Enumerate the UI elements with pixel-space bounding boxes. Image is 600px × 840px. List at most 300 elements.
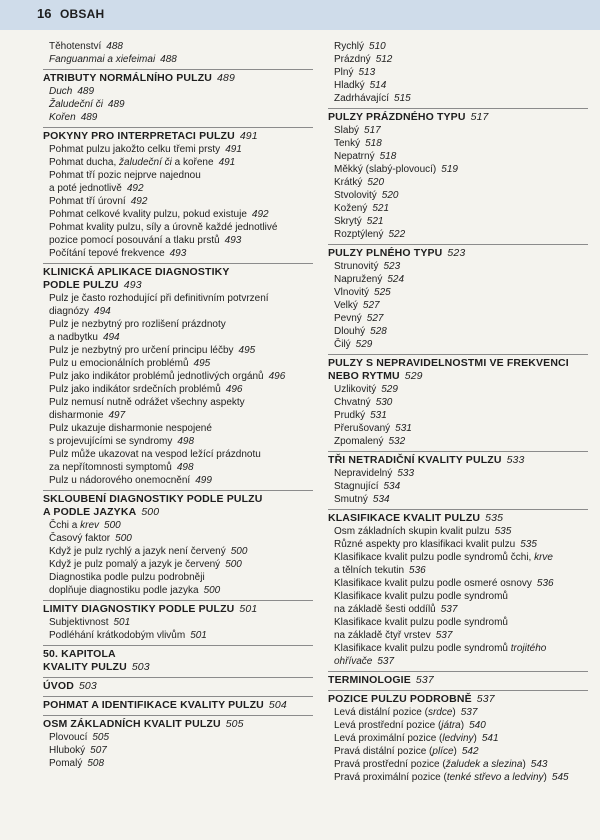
entry-text: Napružený xyxy=(334,274,383,285)
entry-text: ) xyxy=(460,720,465,731)
entry-text: Pohmat tří pozic nejprve najednou xyxy=(49,170,201,181)
page-ref: 501 xyxy=(113,617,131,628)
entry-text: Klasifikace kvalit pulzu podle syndromů čchi, xyxy=(334,552,535,563)
entry-text-italic: žaludek a slezina xyxy=(445,759,523,770)
entry-text: Smutný xyxy=(334,494,368,505)
entry-text: Rozptýlený xyxy=(334,229,384,240)
page-ref: 498 xyxy=(176,462,194,473)
toc-section xyxy=(43,40,313,66)
toc-entry[interactable] xyxy=(334,92,588,105)
page-ref: 501 xyxy=(239,603,258,615)
page-ref: 523 xyxy=(447,247,466,259)
toc-entry[interactable] xyxy=(334,137,588,150)
page-ref: 493 xyxy=(123,279,142,291)
entry-text-italic: žaludeční či xyxy=(119,157,172,168)
section-heading-text: KLINICKÁ APLIKACE DIAGNOSTIKY xyxy=(43,266,230,278)
section-heading-line2[interactable] xyxy=(43,661,313,674)
toc-entry[interactable] xyxy=(49,53,313,66)
page-ref: 495 xyxy=(193,358,211,369)
toc-entry[interactable] xyxy=(334,325,588,338)
toc-entry[interactable] xyxy=(334,467,588,480)
entry-text: Levá prostřední pozice ( xyxy=(334,720,442,731)
entry-text: disharmonie xyxy=(49,410,104,421)
page-ref: 537 xyxy=(415,674,434,686)
toc-entry[interactable] xyxy=(334,396,588,409)
toc-section xyxy=(328,40,588,105)
toc-entry[interactable] xyxy=(49,221,313,234)
section-heading-text: KLASIFIKACE KVALIT PULZU xyxy=(328,512,481,524)
toc-entry[interactable] xyxy=(334,538,588,551)
entry-text: pozice pomocí posouvání a tlaku prstů xyxy=(49,235,220,246)
section-heading[interactable] xyxy=(43,680,313,693)
entry-text: Pohmat kvality pulzu, síly a úrovně každé jednotlivé xyxy=(49,222,278,233)
page-ref: 489 xyxy=(80,112,98,123)
toc-entry[interactable] xyxy=(334,435,588,448)
entry-text-italic: tenké střevo a ledviny xyxy=(446,772,544,783)
entry-text: Levá distální pozice ( xyxy=(334,707,428,718)
page-ref: 508 xyxy=(87,758,105,769)
entry-text: Pulz může ukazovat na vespod ležící prázdnotu xyxy=(49,449,261,460)
toc-section xyxy=(43,715,313,770)
page-ref: 493 xyxy=(169,248,187,259)
entry-text: Strunovitý xyxy=(334,261,379,272)
entry-text: Pulz je nezbytný pro rozlišení prázdnoty xyxy=(49,319,226,330)
toc-entry[interactable] xyxy=(334,706,588,719)
page-ref: 535 xyxy=(520,539,537,550)
section-heading[interactable] xyxy=(328,454,588,467)
toc-entry[interactable] xyxy=(334,228,588,241)
toc-section xyxy=(328,354,588,448)
entry-text: Prázdný xyxy=(334,54,371,65)
toc-entry[interactable] xyxy=(334,745,588,758)
page-ref: 521 xyxy=(372,203,390,214)
toc-entry[interactable] xyxy=(334,202,588,215)
page-ref: 493 xyxy=(224,235,242,246)
page-ref: 542 xyxy=(461,746,479,757)
entry-text: Dlouhý xyxy=(334,326,366,337)
toc-entry[interactable] xyxy=(334,422,588,435)
page-ref: 536 xyxy=(536,578,554,589)
section-heading-text: LIMITY DIAGNOSTIKY PODLE PULZU xyxy=(43,603,235,615)
toc-entry[interactable] xyxy=(49,474,313,487)
toc-entry[interactable] xyxy=(334,40,588,53)
page-ref: 504 xyxy=(268,699,287,711)
page-ref: 500 xyxy=(225,559,242,570)
page-ref: 534 xyxy=(372,494,390,505)
entry-text: Klasifikace kvalit pulzu podle osmeré osnovy xyxy=(334,578,532,589)
toc-entry[interactable] xyxy=(49,331,313,344)
page-ref: 499 xyxy=(195,475,212,486)
section-heading[interactable] xyxy=(43,718,313,731)
toc-entry[interactable] xyxy=(334,124,588,137)
entry-text: Velký xyxy=(334,300,358,311)
entry-text: Pravá proximální pozice ( xyxy=(334,772,447,783)
entry-text: Levá proximální pozice ( xyxy=(334,733,443,744)
toc-entry[interactable] xyxy=(334,312,588,325)
toc-entry[interactable] xyxy=(49,318,313,331)
toc-entry[interactable] xyxy=(334,66,588,79)
toc-entry[interactable] xyxy=(334,79,588,92)
entry-text: Pulz je nezbytný pro určení principu léčby xyxy=(49,345,234,356)
toc-entry[interactable] xyxy=(49,195,313,208)
toc-entry[interactable] xyxy=(49,357,313,370)
section-heading-line2[interactable] xyxy=(43,279,313,292)
toc-entry[interactable] xyxy=(334,758,588,771)
page-ref: 530 xyxy=(375,397,393,408)
toc-entry[interactable] xyxy=(49,519,313,532)
page-ref: 518 xyxy=(365,138,382,149)
entry-text: Zpomalený xyxy=(334,436,384,447)
page-ref: 489 xyxy=(107,99,125,110)
page-ref: 500 xyxy=(141,506,160,518)
entry-text-italic: krev xyxy=(80,520,100,531)
page-ref: 537 xyxy=(435,630,453,641)
entry-text: Fanguanmai a xiefeimai xyxy=(49,54,156,65)
entry-text: Měkký (slabý-plovoucí) xyxy=(334,164,437,175)
toc-entry[interactable] xyxy=(49,616,313,629)
section-heading[interactable] xyxy=(43,493,313,506)
toc-entry[interactable] xyxy=(49,247,313,260)
entry-text: Kožený xyxy=(334,203,368,214)
page-ref: 491 xyxy=(225,144,242,155)
entry-text: Duch xyxy=(49,86,73,97)
entry-text: a tělních tekutin xyxy=(334,565,405,576)
section-heading[interactable] xyxy=(43,648,313,661)
entry-text: Stagnující xyxy=(334,481,379,492)
page-ref: 529 xyxy=(381,384,398,395)
toc-entry[interactable] xyxy=(49,370,313,383)
page-ref: 494 xyxy=(94,306,111,317)
toc-entry[interactable] xyxy=(49,169,313,182)
toc-entry[interactable] xyxy=(49,292,313,305)
entry-text: ) xyxy=(473,733,477,744)
section-heading[interactable] xyxy=(328,111,588,124)
page-ref: 537 xyxy=(476,693,495,705)
toc-entry[interactable] xyxy=(49,731,313,744)
toc-section xyxy=(328,108,588,241)
toc-entry[interactable] xyxy=(49,571,313,584)
entry-text-italic: játra xyxy=(441,720,461,731)
toc-entry[interactable] xyxy=(334,551,588,564)
toc-entry[interactable] xyxy=(334,603,588,616)
entry-text: Nepravidelný xyxy=(334,468,393,479)
page-ref: 494 xyxy=(102,332,120,343)
section-heading[interactable] xyxy=(328,674,588,687)
page-ref: 517 xyxy=(364,125,381,136)
section-heading-line2[interactable] xyxy=(43,506,313,519)
toc-entry[interactable] xyxy=(49,744,313,757)
toc-entry[interactable] xyxy=(49,558,313,571)
entry-text: Přerušovaný xyxy=(334,423,391,434)
toc-entry[interactable] xyxy=(49,208,313,221)
toc-entry[interactable] xyxy=(334,383,588,396)
toc-section xyxy=(328,671,588,687)
section-heading-text: TŘI NETRADIČNÍ KVALITY PULZU xyxy=(328,454,502,466)
entry-text: Osm základních skupin kvalit pulzu xyxy=(334,526,490,537)
page-number: 16 xyxy=(37,6,52,21)
toc-section xyxy=(328,244,588,351)
section-heading[interactable] xyxy=(43,603,313,616)
toc-entry[interactable] xyxy=(334,525,588,538)
toc-entry[interactable] xyxy=(49,344,313,357)
entry-text: Těhotenství xyxy=(49,41,102,52)
toc-entry[interactable] xyxy=(49,156,313,169)
section-heading[interactable] xyxy=(328,357,588,370)
page-ref: 517 xyxy=(470,111,489,123)
entry-text: Krátký xyxy=(334,177,363,188)
toc-entry[interactable] xyxy=(334,409,588,422)
page-ref: 528 xyxy=(370,326,387,337)
page-ref: 496 xyxy=(268,371,286,382)
entry-text: Pulz u nádorového onemocnění xyxy=(49,475,191,486)
toc-entry[interactable] xyxy=(49,409,313,422)
entry-text: Klasifikace kvalit pulzu podle syndromů xyxy=(334,591,508,602)
entry-text: Nepatrný xyxy=(334,151,375,162)
page-ref: 498 xyxy=(177,436,195,447)
toc-entry[interactable] xyxy=(334,629,588,642)
toc-entry[interactable] xyxy=(49,584,313,597)
toc-entry[interactable] xyxy=(334,150,588,163)
toc-entry[interactable] xyxy=(49,757,313,770)
toc-entry[interactable] xyxy=(334,493,588,506)
page-ref: 525 xyxy=(374,287,391,298)
section-heading-text: PODLE PULZU xyxy=(43,279,119,291)
page-ref: 495 xyxy=(238,345,256,356)
entry-text: Pohmat celkové kvality pulzu, pokud existuje xyxy=(49,209,247,220)
page-ref: 492 xyxy=(126,183,144,194)
page-ref: 503 xyxy=(131,661,150,673)
entry-text: Pulz u emocionálních problémů xyxy=(49,358,189,369)
section-heading-text: NEBO RYTMU xyxy=(328,370,400,382)
toc-entry[interactable] xyxy=(49,448,313,461)
entry-text: a nadbytku xyxy=(49,332,98,343)
entry-text: Pulz jako indikátor srdečních problémů xyxy=(49,384,221,395)
page-ref: 529 xyxy=(404,370,423,382)
entry-text: Zadrhávající xyxy=(334,93,390,104)
toc-right-column xyxy=(328,40,588,784)
entry-text-italic: srdce xyxy=(427,707,453,718)
toc-entry[interactable] xyxy=(334,53,588,66)
toc-entry[interactable] xyxy=(49,396,313,409)
entry-text-italic: trojitého xyxy=(510,643,547,654)
page-ref: 512 xyxy=(375,54,393,65)
entry-text: Pomalý xyxy=(49,758,83,769)
entry-text: Když je pulz pomalý a jazyk je červený xyxy=(49,559,221,570)
entry-text: Vlnovitý xyxy=(334,287,370,298)
toc-entry[interactable] xyxy=(49,85,313,98)
toc-entry[interactable] xyxy=(49,422,313,435)
entry-text: na základě šesti oddílů xyxy=(334,604,436,615)
entry-text: Uzlikovitý xyxy=(334,384,377,395)
toc-entry[interactable] xyxy=(334,480,588,493)
entry-text: Pravá distální pozice ( xyxy=(334,746,433,757)
page-ref: 510 xyxy=(369,41,386,52)
entry-text-italic: plíce xyxy=(432,746,454,757)
page-ref: 488 xyxy=(106,41,123,52)
section-heading-text: ATRIBUTY NORMÁLNÍHO PULZU xyxy=(43,72,213,84)
toc-entry[interactable] xyxy=(49,40,313,53)
entry-text: s projevujícími se syndromy xyxy=(49,436,173,447)
page-ref: 492 xyxy=(251,209,269,220)
section-heading[interactable] xyxy=(43,699,313,712)
entry-text: Tenký xyxy=(334,138,361,149)
page-ref: 500 xyxy=(203,585,221,596)
section-heading-line2[interactable] xyxy=(328,370,588,383)
page-ref: 534 xyxy=(383,481,401,492)
section-heading-text: POZICE PULZU PODROBNĚ xyxy=(328,693,472,705)
toc-entry[interactable] xyxy=(49,461,313,474)
entry-text: Subjektivnost xyxy=(49,617,109,628)
toc-entry[interactable] xyxy=(334,299,588,312)
page-ref: 488 xyxy=(160,54,177,65)
toc-entry[interactable] xyxy=(334,642,588,655)
page-ref: 491 xyxy=(239,130,258,142)
toc-entry[interactable] xyxy=(49,111,313,124)
entry-text: Pulz jako indikátor problémů jednotlivých orgánů xyxy=(49,371,264,382)
entry-text: a poté jednotlivě xyxy=(49,183,122,194)
entry-text: Klasifikace kvalit pulzu podle syndromů xyxy=(334,643,511,654)
page-ref: 520 xyxy=(367,177,385,188)
entry-text: Počítání tepové frekvence xyxy=(49,248,165,259)
page-ref: 515 xyxy=(394,93,411,104)
toc-section xyxy=(43,69,313,124)
toc-entry[interactable] xyxy=(334,771,588,784)
toc-entry[interactable] xyxy=(334,163,588,176)
page-ref: 533 xyxy=(397,468,415,479)
toc-entry[interactable] xyxy=(334,273,588,286)
page-ref: 537 xyxy=(377,656,395,667)
page-ref: 491 xyxy=(218,157,236,168)
toc-entry[interactable] xyxy=(334,189,588,202)
page-ref: 541 xyxy=(481,733,499,744)
toc-section xyxy=(43,263,313,487)
toc-entry[interactable] xyxy=(334,616,588,629)
toc-entry[interactable] xyxy=(49,435,313,448)
section-heading-text: OSM ZÁKLADNÍCH KVALIT PULZU xyxy=(43,718,221,730)
toc-entry[interactable] xyxy=(334,286,588,299)
page-ref: 533 xyxy=(506,454,525,466)
entry-text: Pevný xyxy=(334,313,362,324)
toc-entry[interactable] xyxy=(334,732,588,745)
page-ref: 537 xyxy=(440,604,458,615)
toc-entry[interactable] xyxy=(334,260,588,273)
toc-entry[interactable] xyxy=(49,98,313,111)
entry-text: Plný xyxy=(334,67,354,78)
toc-entry[interactable] xyxy=(49,305,313,318)
page-ref: 489 xyxy=(217,72,236,84)
page-ref: 531 xyxy=(370,410,387,421)
section-heading[interactable] xyxy=(328,512,588,525)
section-heading[interactable] xyxy=(328,693,588,706)
toc-left-column xyxy=(43,40,313,770)
toc-section xyxy=(43,677,313,693)
entry-text: Diagnostika podle pulzu podrobněji xyxy=(49,572,205,583)
page-ref: 521 xyxy=(366,216,384,227)
toc-entry[interactable] xyxy=(49,532,313,545)
entry-text: diagnózy xyxy=(49,306,90,317)
section-heading[interactable] xyxy=(43,266,313,279)
page-ref: 500 xyxy=(104,520,121,531)
toc-section xyxy=(43,490,313,597)
entry-text: ) xyxy=(453,746,457,757)
section-heading-text: TERMINOLOGIE xyxy=(328,674,411,686)
page-ref: 505 xyxy=(92,732,110,743)
section-heading-text: SKLOUBENÍ DIAGNOSTIKY PODLE PULZU xyxy=(43,493,263,505)
section-heading-text: POKYNY PRO INTERPRETACI PULZU xyxy=(43,130,235,142)
page-ref: 519 xyxy=(441,164,458,175)
toc-entry[interactable] xyxy=(334,338,588,351)
page-ref: 535 xyxy=(494,526,512,537)
page-ref: 535 xyxy=(485,512,504,524)
entry-text: Pulz ukazuje disharmonie nespojené xyxy=(49,423,212,434)
page-ref: 492 xyxy=(130,196,148,207)
entry-text: Slabý xyxy=(334,125,360,136)
toc-entry[interactable] xyxy=(334,577,588,590)
entry-text: Hluboký xyxy=(49,745,86,756)
entry-text: Čilý xyxy=(334,339,351,350)
toc-section xyxy=(43,696,313,712)
entry-text: za nepřítomnosti symptomů xyxy=(49,462,172,473)
toc-entry[interactable] xyxy=(49,545,313,558)
section-heading-text: PULZY PLNÉHO TYPU xyxy=(328,247,443,259)
entry-text: Pohmat pulzu jakožto celku třemi prsty xyxy=(49,144,221,155)
toc-section xyxy=(328,690,588,784)
page-ref: 537 xyxy=(460,707,478,718)
page-ref: 518 xyxy=(379,151,397,162)
toc-entry[interactable] xyxy=(49,234,313,247)
section-heading-text: PULZY PRÁZDNÉHO TYPU xyxy=(328,111,466,123)
toc-entry[interactable] xyxy=(334,176,588,189)
page-ref: 520 xyxy=(381,190,399,201)
toc-entry[interactable] xyxy=(49,383,313,396)
page-ref: 501 xyxy=(190,630,207,641)
entry-text: Čchi a xyxy=(49,520,81,531)
entry-text: Podléhání krátkodobým vlivům xyxy=(49,630,186,641)
entry-text: Časový faktor xyxy=(49,533,111,544)
section-heading[interactable] xyxy=(328,247,588,260)
section-heading-text: POHMAT A IDENTIFIKACE KVALITY PULZU xyxy=(43,699,264,711)
entry-text: Skrytý xyxy=(334,216,362,227)
page-ref: 500 xyxy=(115,533,132,544)
toc-entry[interactable] xyxy=(334,655,588,668)
page-ref: 514 xyxy=(369,80,387,91)
entry-text: Hladký xyxy=(334,80,365,91)
entry-text-italic: ohřívače xyxy=(334,656,373,667)
toc-entry[interactable] xyxy=(334,564,588,577)
toc-entry[interactable] xyxy=(334,215,588,228)
section-heading-text: A PODLE JAZYKA xyxy=(43,506,137,518)
section-heading-text: 50. KAPITOLA xyxy=(43,648,116,660)
entry-text: doplňuje diagnostiku podle jazyka xyxy=(49,585,199,596)
entry-text: Chvatný xyxy=(334,397,371,408)
toc-section xyxy=(43,127,313,260)
toc-entry[interactable] xyxy=(49,182,313,195)
toc-section xyxy=(328,451,588,506)
section-heading[interactable] xyxy=(43,130,313,143)
entry-text: Plovoucí xyxy=(49,732,88,743)
entry-text-italic: ledviny xyxy=(442,733,474,744)
page-ref: 531 xyxy=(395,423,412,434)
entry-text: Prudký xyxy=(334,410,366,421)
toc-entry[interactable] xyxy=(334,719,588,732)
toc-entry[interactable] xyxy=(49,143,313,156)
entry-text: Různé aspekty pro klasifikaci kvalit pulzu xyxy=(334,539,516,550)
entry-text-italic: krve xyxy=(534,552,553,563)
toc-entry[interactable] xyxy=(334,590,588,603)
section-heading[interactable] xyxy=(43,72,313,85)
page-ref: 527 xyxy=(362,300,380,311)
toc-entry[interactable] xyxy=(49,629,313,642)
